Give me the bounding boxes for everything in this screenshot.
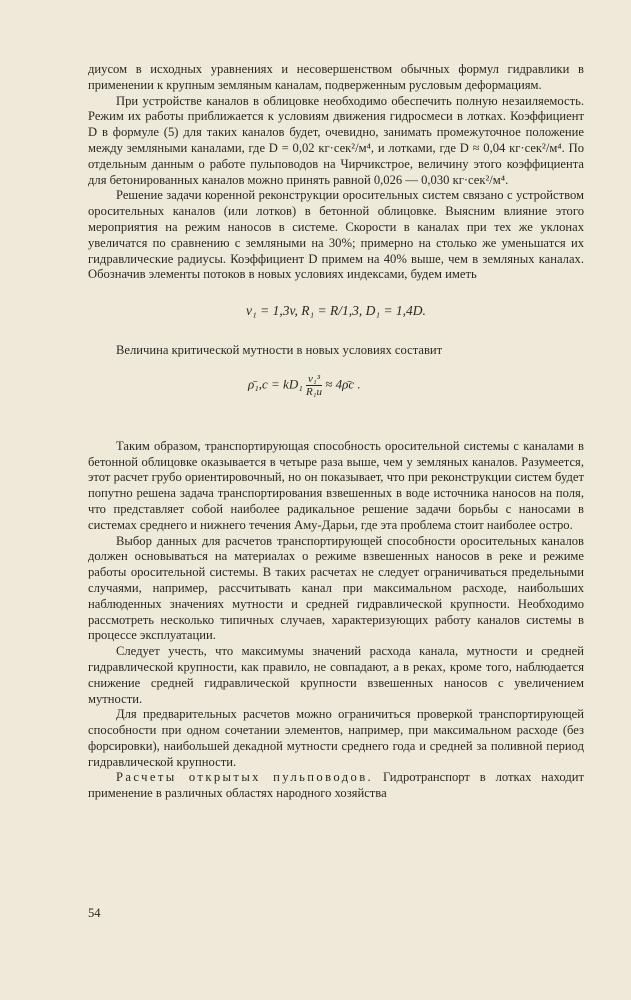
page-text bbox=[88, 62, 584, 802]
formula-critical-turbidity bbox=[88, 365, 584, 411]
paragraph-5: Выбор данных для расчетов транспортирующей способности оросительных каналов должен основываться на материалах о режиме взвешенных наносов в реке и режиме работы оросительной системы. В таких расчетах не следует ограничиваться предельными случаями, например, рассчитывать канал при максимальном расходе, наибольших наблюденных значениях мутности и средней гидравлической крупности. Необходимо рассмотреть несколько типичных случаев, характеризующих работу каналов системы в процессе эксплуатации. bbox=[88, 533, 584, 643]
section-heading: Расчеты открытых пульповодов. bbox=[116, 770, 374, 785]
paragraph-4: Таким образом, транспортирующая способность оросительной системы с каналами в бетонной облицовке оказывается в четыре раза выше, чем у земляных каналов. Разумеется, этот расчет грубо ориентировочный, но он показывает, что при реконструкции систем будет попутно решена задача транспортирования взвешенных в воде источника наносов на поля, что представляет собой наиболее радикальное решение задачи борьбы с наносами в системах среднего и нижнего течения Аму-Дарьи, где эта проблема стоит наиболее остро. bbox=[88, 438, 584, 532]
paragraph-6: Следует учесть, что максимумы значений расхода канала, мутности и средней гидравлической крупности, как правило, не совпадают, а в реках, кроме того, наблюдается снижение средней гидравлической крупности взвешенных наносов с увеличением мутности. bbox=[88, 644, 584, 706]
paragraph-1: диусом в исходных уравнениях и несовершенством обычных формул гидравлики в применении к крупным земляным каналам, подверженным русловым деформациям. bbox=[88, 62, 584, 92]
formula2-denominator: R₁u bbox=[305, 385, 323, 398]
formula2-numerator: v₁³ bbox=[306, 373, 322, 386]
paragraph-7: Для предварительных расчетов можно ограничиться проверкой транспортирующей способности при одном сочетании элементов, например, при максимальном расходе (без форсировки), наибольшей декадной мутности среднего года и средней за поливной период гидравлической крупности. bbox=[88, 707, 584, 769]
paragraph-8 bbox=[88, 770, 584, 802]
formula2-lhs: ρ̄₁,с = kD₁ bbox=[248, 376, 303, 392]
page-number: 54 bbox=[88, 906, 101, 920]
paragraph-2: При устройстве каналов в облицовке необходимо обеспечить полную незаиляемость. Режим их работы приближается к условиям движения гидросмеси в лотках. Коэффициент D в формуле (5) для таких каналов будет, очевидно, занимать промежуточное положение между земляными каналами, где D = 0,02 кг·сек²/м⁴, и лотками, где D ≈ 0,04 кг·сек²/м⁴. По отдельным данным о работе пульповодов на Чирчикстрое, величину этого коэффициента для бетонированных каналов можно принять равной 0,026 — 0,030 кг·сек²/м⁴. bbox=[88, 93, 584, 187]
formula2-intro: Величина критической мутности в новых условиях составит bbox=[116, 342, 443, 357]
section-text: Гидротранспорт в лотках находит применение в различных областях народного хозяйства bbox=[88, 770, 584, 801]
formula-velocity-radius: v₁ = 1,3v, R₁ = R/1,3, D₁ = 1,4D. bbox=[246, 303, 426, 319]
paragraph-3: Решение задачи коренной реконструкции оросительных систем связано с устройством оросительных каналов (или лотков) в бетонной облицовке. Выясним влияние этого мероприятия на режим наносов в системе. Скорости в каналах при тех же уклонах увеличатся по сравнению с земляными на 30%; примерно на столько же уменьшатся их гидравлические радиусы. Коэффициент D примем на 40% выше, чем в земляных каналах. Обозначив элементы потоков в новых условиях индексами, будем иметь bbox=[88, 188, 584, 282]
formula2-fraction bbox=[306, 373, 322, 398]
formula2-rhs: ≈ 4ρ̄с . bbox=[325, 376, 361, 392]
